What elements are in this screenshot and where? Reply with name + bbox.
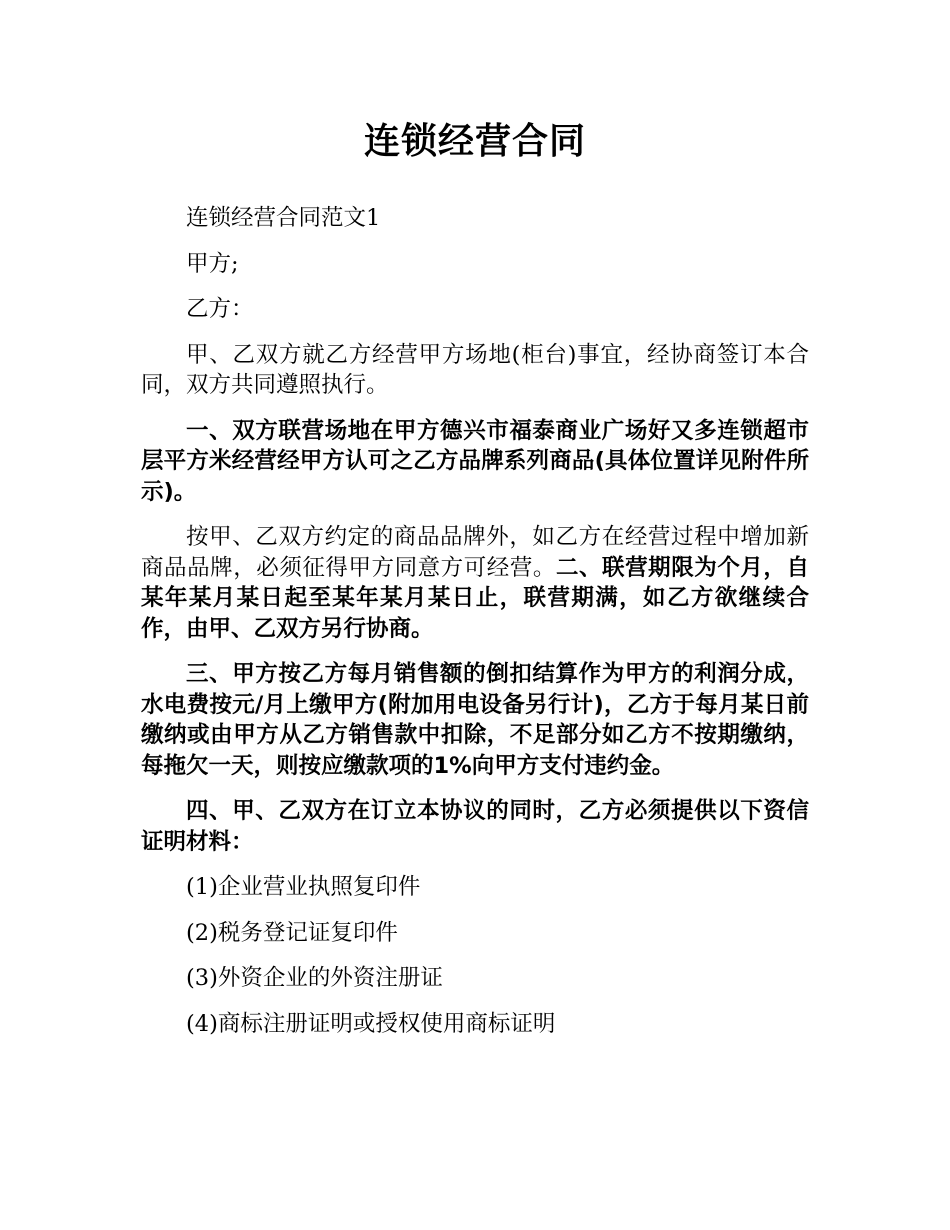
document-title: 连锁经营合同	[363, 121, 586, 162]
clause-1-paragraph	[141, 522, 809, 644]
intro-paragraph: 甲、乙双方就乙方经营甲方场地(柜台)事宜，经协商签订本合同，双方共同遵照执行。	[141, 341, 809, 398]
document-subtitle: 连锁经营合同范文1	[186, 205, 381, 231]
clause-1: 一、双方联营场地在甲方德兴市福泰商业广场好又多连锁超市层平方米经营经甲方认可之乙方品牌系列商品(具体位置详见附件所示)。	[141, 417, 809, 505]
document-body	[141, 203, 809, 1054]
material-item-2: (2)税务登记证复印件	[186, 919, 398, 946]
material-item-3: (3)外资企业的外资注册证	[186, 965, 443, 991]
party-a-line: 甲方;	[186, 250, 239, 277]
clause-3: 三、甲方按乙方每月销售额的倒扣结算作为甲方的利润分成，水电费按元/月上缴甲方(附加用电设备另行计)，乙方于每月某日前缴纳或由甲方从乙方销售款中扣除，不足部分如乙方不按期缴纳，每拖欠一天，则按应缴款项的1%向甲方支付违约金。	[141, 661, 809, 779]
clause-4: 四、甲、乙双方在订立本协议的同时，乙方必须提供以下资信证明材料：	[141, 798, 809, 855]
material-item-1: (1)企业营业执照复印件	[186, 874, 421, 900]
material-item-4: (4)商标注册证明或授权使用商标证明	[186, 1010, 556, 1037]
clause-2: 二、联营期限为个月，自某年某月某日起至某年某月某日止，联营期满，如乙方欲继续合作，由甲、乙双方另行协商。	[141, 554, 809, 642]
party-b-line: 乙方：	[186, 296, 254, 322]
clause-1-note: 按甲、乙双方约定的商品品牌外，如乙方在经营过程中增加新商品品牌，必须征得甲方同意方可经营。	[141, 524, 809, 581]
